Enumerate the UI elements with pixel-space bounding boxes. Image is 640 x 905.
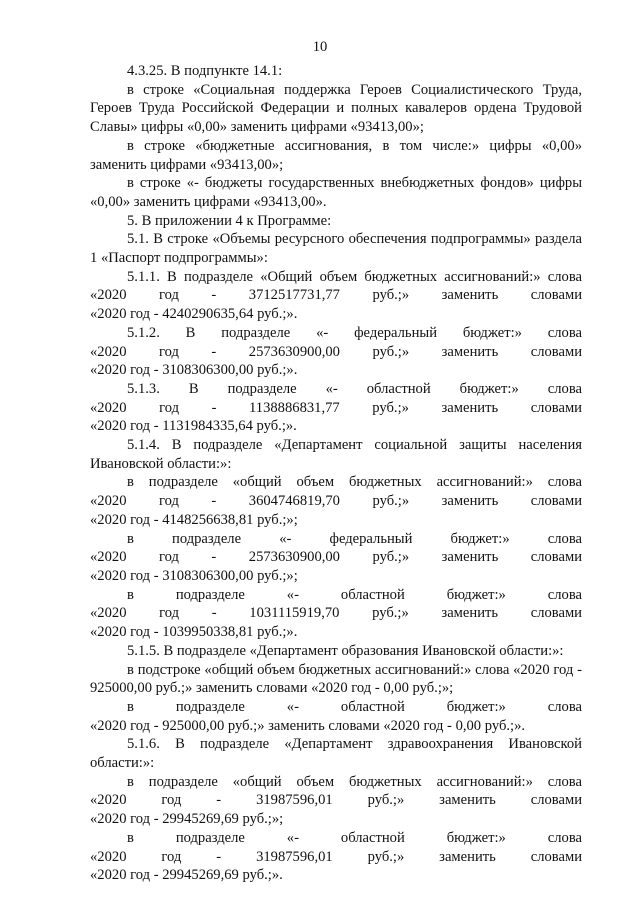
paragraph: в строке «- бюджеты государственных внебюджетных фондов» цифры «0,00» заменить цифрами «93413,00». bbox=[90, 175, 582, 210]
paragraph: 5.1.5. В подразделе «Департамент образования Ивановской области:»: bbox=[127, 642, 564, 659]
paragraph: «2020 год - 2573630900,00 руб.;» заменить словами bbox=[90, 343, 582, 360]
paragraph: «2020 год - 3108306300,00 руб.;»; bbox=[90, 567, 298, 584]
paragraph: «2020 год - 1138886831,77 руб.;» заменить словами bbox=[90, 399, 582, 416]
paragraph: 5.1.6. В подразделе «Департамент здравоохранения Ивановской области:»: bbox=[90, 736, 582, 772]
paragraph: 4.3.25. В подпункте 14.1: bbox=[127, 63, 283, 79]
paragraph: 5.1.4. В подразделе «Департамент социальной защиты населения Ивановской области:»: bbox=[90, 437, 582, 472]
paragraph: «2020 год - 4240290635,64 руб.;». bbox=[90, 306, 298, 323]
paragraph: «2020 год - 925000,00 руб.;» заменить словами «2020 год - 0,00 руб.;». bbox=[90, 717, 526, 734]
paragraph: в подстроке «общий объем бюджетных ассигнований:» слова «2020 год - 925000,00 руб.;» заменить словами «2020 год - 0,00 руб.;»; bbox=[90, 661, 582, 697]
paragraph: в подразделе «- федеральный бюджет:» слова bbox=[127, 530, 582, 547]
paragraph: 5.1.1. В подразделе «Общий объем бюджетных ассигнований:» слова bbox=[127, 268, 582, 285]
paragraph: 5.1.3. В подразделе «- областной бюджет:» слова bbox=[127, 380, 582, 397]
page-number: 10 bbox=[312, 39, 328, 55]
paragraph: «2020 год - 2573630900,00 руб.;» заменить словами bbox=[90, 549, 582, 566]
paragraph: «2020 год - 3712517731,77 руб.;» заменить словами bbox=[90, 287, 582, 304]
paragraph: в подразделе «общий объем бюджетных ассигнований:» слова bbox=[127, 773, 582, 790]
paragraph: 5.1.2. В подразделе «- федеральный бюджет:» слова bbox=[127, 324, 582, 341]
paragraph: «2020 год - 3108306300,00 руб.;». bbox=[90, 362, 298, 379]
paragraph: 5. В приложении 4 к Программе: bbox=[127, 212, 332, 229]
paragraph: в строке «бюджетные ассигнования, в том числе:» цифры «0,00» заменить цифрами «93413,00»; bbox=[90, 137, 582, 173]
paragraph: «2020 год - 1039950338,81 руб.;». bbox=[90, 624, 298, 641]
paragraph: «2020 год - 29945269,69 руб.;»; bbox=[90, 811, 284, 828]
paragraph: «2020 год - 31987596,01 руб.;» заменить словами bbox=[90, 848, 582, 865]
document-body bbox=[90, 62, 582, 885]
paragraph: «2020 год - 1131984335,64 руб.;». bbox=[90, 418, 297, 435]
paragraph: 5.1. В строке «Объемы ресурсного обеспечения подпрограммы» раздела 1 «Паспорт подпрограммы»: bbox=[90, 231, 582, 267]
paragraph: «2020 год - 1031115919,70 руб.;» заменить словами bbox=[90, 605, 582, 622]
paragraph: «2020 год - 29945269,69 руб.;». bbox=[90, 867, 283, 884]
paragraph: в подразделе «общий объем бюджетных ассигнований:» слова bbox=[127, 474, 582, 491]
paragraph: в строке «Социальная поддержка Героев Социалистического Труда, Героев Труда Российской Федерации и полных кавалеров ордена Трудовой Славы» цифры «0,00» заменить цифрами «93413,00»; bbox=[90, 81, 582, 136]
paragraph: «2020 год - 31987596,01 руб.;» заменить словами bbox=[90, 792, 582, 809]
paragraph: в подразделе «- областной бюджет:» слова bbox=[127, 829, 582, 846]
paragraph: в подразделе «- областной бюджет:» слова bbox=[127, 586, 582, 603]
paragraph: в подразделе «- областной бюджет:» слова bbox=[127, 698, 582, 715]
paragraph: «2020 год - 3604746819,70 руб.;» заменить словами bbox=[90, 493, 582, 510]
paragraph: «2020 год - 4148256638,81 руб.;»; bbox=[90, 511, 298, 528]
